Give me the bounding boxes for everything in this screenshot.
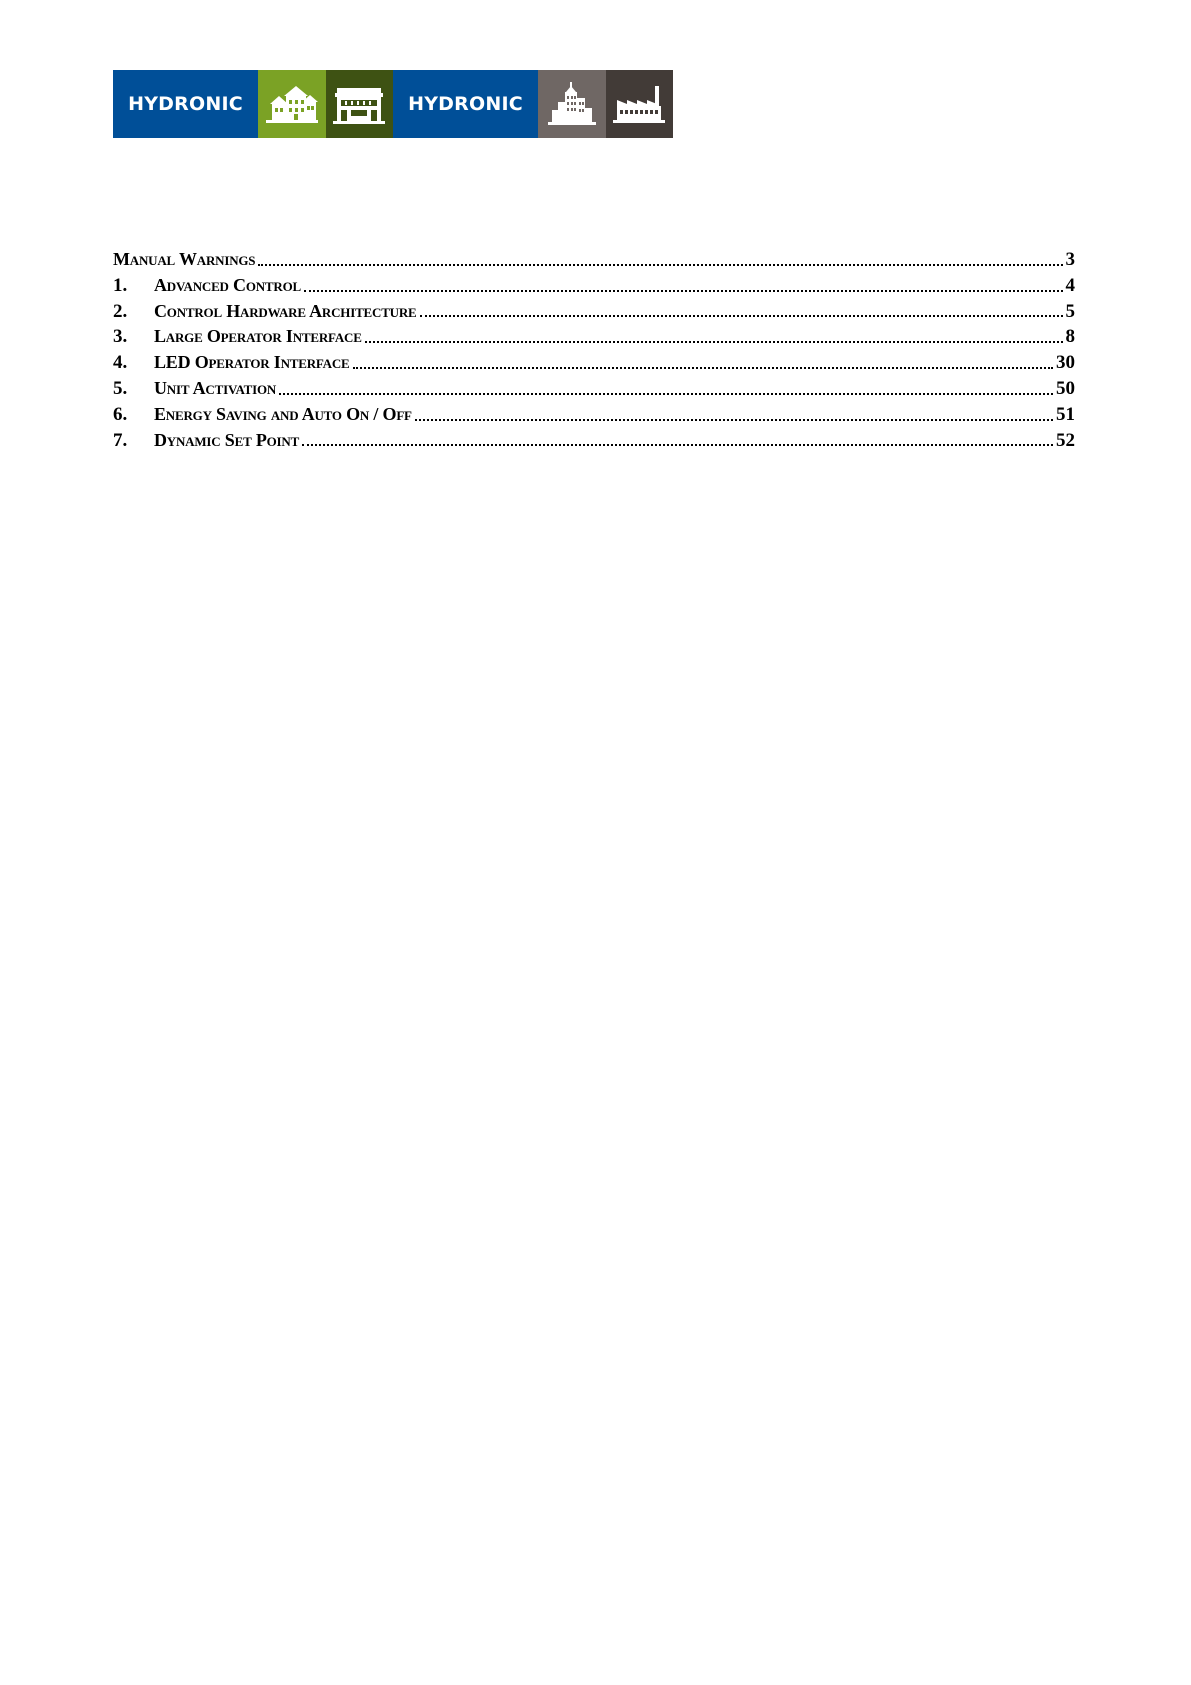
toc-entry[interactable] <box>113 299 1075 325</box>
toc-entry[interactable] <box>113 350 1075 376</box>
toc-entry[interactable] <box>113 324 1075 350</box>
commercial-building-icon <box>326 70 394 138</box>
toc-entry[interactable] <box>113 273 1075 299</box>
banner-right-label: HYDRONIC <box>393 70 538 138</box>
residential-houses-icon <box>258 70 326 138</box>
toc-entry[interactable] <box>113 376 1075 402</box>
toc-entry-page: 8 <box>1065 326 1075 348</box>
factory-icon <box>606 70 674 138</box>
toc-entry-page: 52 <box>1056 429 1075 451</box>
toc-entry[interactable] <box>113 402 1075 428</box>
toc-entry[interactable] <box>113 247 1075 273</box>
toc-dot-leader <box>279 393 1053 395</box>
toc-entry-number: 7. <box>113 429 128 451</box>
toc-entry-number: 6. <box>113 403 128 425</box>
toc-entry[interactable] <box>113 428 1075 454</box>
toc-dot-leader <box>420 315 1063 317</box>
banner-left-label: HYDRONIC <box>113 70 258 138</box>
toc-entry-page: 4 <box>1065 274 1075 296</box>
toc-entry-page: 3 <box>1065 249 1075 270</box>
toc-entry-title: Control Hardware Architecture <box>154 300 417 321</box>
toc-entry-number: 4. <box>113 352 128 374</box>
toc-entry-number: 3. <box>113 326 128 348</box>
toc-entry-page: 50 <box>1056 377 1075 399</box>
toc-entry-number: 1. <box>113 274 128 296</box>
toc-entry-number: 2. <box>113 300 128 322</box>
toc-entry-title: Unit Activation <box>154 377 277 398</box>
toc-dot-leader <box>415 419 1053 421</box>
toc-entry-page: 30 <box>1056 352 1075 374</box>
toc-entry-title: Energy Saving and Auto On / Off <box>154 403 412 424</box>
toc-entry-number: 5. <box>113 377 128 399</box>
toc-dot-leader <box>353 367 1053 369</box>
toc-dot-leader <box>302 444 1053 446</box>
toc-dot-leader <box>258 264 1062 266</box>
toc-entry-title: Dynamic Set Point <box>154 429 300 450</box>
toc-dot-leader <box>304 290 1063 292</box>
toc-entry-title: Large Operator Interface <box>154 326 362 347</box>
table-of-contents <box>113 247 1075 453</box>
toc-entry-title: Manual Warnings <box>113 249 256 269</box>
toc-entry-title: Advanced Control <box>154 274 301 295</box>
toc-entry-title: LED Operator Interface <box>154 352 350 373</box>
toc-entry-page: 5 <box>1065 300 1075 322</box>
toc-dot-leader <box>365 341 1063 343</box>
hydronic-banner <box>113 70 673 138</box>
toc-entry-page: 51 <box>1056 403 1075 425</box>
city-skyline-icon <box>538 70 606 138</box>
